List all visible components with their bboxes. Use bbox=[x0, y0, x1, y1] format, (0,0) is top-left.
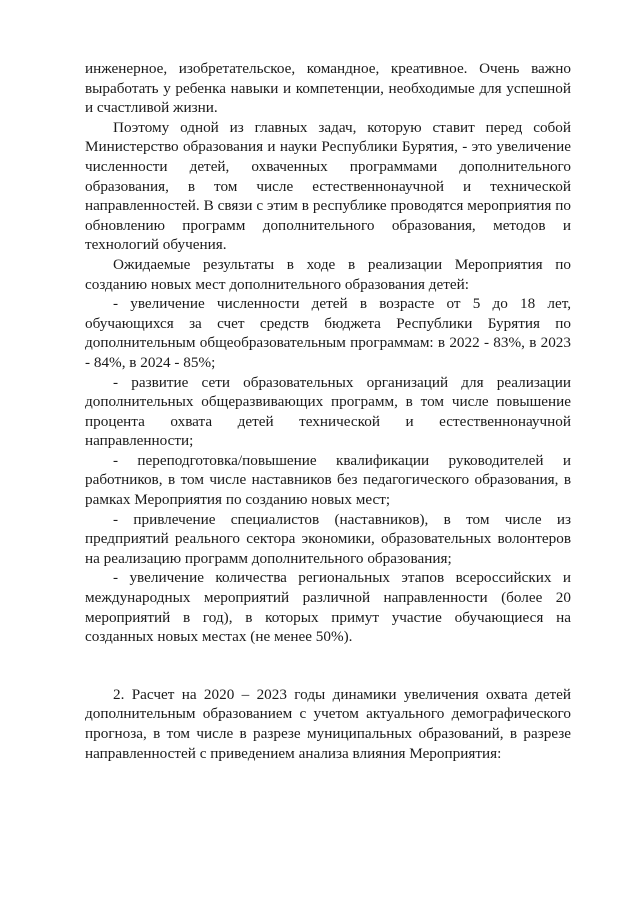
list-item-retraining: - переподготовка/повышение квалификации руководителей и работников, в том числе наставников без педагогического образования, в рамках Мероприятия по созданию новых мест; bbox=[85, 451, 571, 509]
paragraph-intro-continuation: инженерное, изобретательское, командное, креативное. Очень важно выработать у ребенка навыки и компетенции, необходимые для успешной и счастливой жизни. bbox=[85, 60, 571, 117]
list-item-children-count: - увеличение численности детей в возрасте от 5 до 18 лет, обучающихся за счет средств бюджета Республики Бурятия по дополнительным общеобразовательным программам: в 2022 - 83%, в 2023 - 84%, в 2024 - 85%; bbox=[85, 295, 571, 371]
list-item-network-development: - развитие сети образовательных организаций для реализации дополнительных общеразвивающих программ, в том числе повышение процента охвата детей технической и естественнонаучной направленности; bbox=[85, 373, 571, 450]
section-gap bbox=[85, 647, 571, 685]
paragraph-section-2: 2. Расчет на 2020 – 2023 годы динамики увеличения охвата детей дополнительным образованием с учетом актуального демографического прогноза, в том числе в разрезе муниципальных образований, в разрезе направленностей с приведением анализа влияния Мероприятия: bbox=[85, 685, 571, 762]
list-item-specialists: - привлечение специалистов (наставников), в том числе из предприятий реального сектора экономики, образовательных волонтеров на реализацию программ дополнительного образования; bbox=[85, 510, 571, 567]
list-item-events: - увеличение количества региональных этапов всероссийских и международных мероприятий различной направленности (более 20 мероприятий в год), в которых примут участие обучающиеся на созданных новых местах (не менее 50%). bbox=[85, 569, 571, 646]
paragraph-expected-results: Ожидаемые результаты в ходе в реализации Мероприятия по созданию новых мест дополнительного образования детей: bbox=[85, 255, 571, 293]
document-page bbox=[85, 59, 571, 763]
paragraph-main-task: Поэтому одной из главных задач, которую ставит перед собой Министерство образования и науки Республики Бурятия, - это увеличение численности детей, охваченных программами дополнительного образования, в том числе естественнонаучной и технической направленностей. В связи с этим в республике проводятся мероприятия по обновлению программ дополнительного образования, методов и технологий обучения. bbox=[85, 118, 571, 254]
